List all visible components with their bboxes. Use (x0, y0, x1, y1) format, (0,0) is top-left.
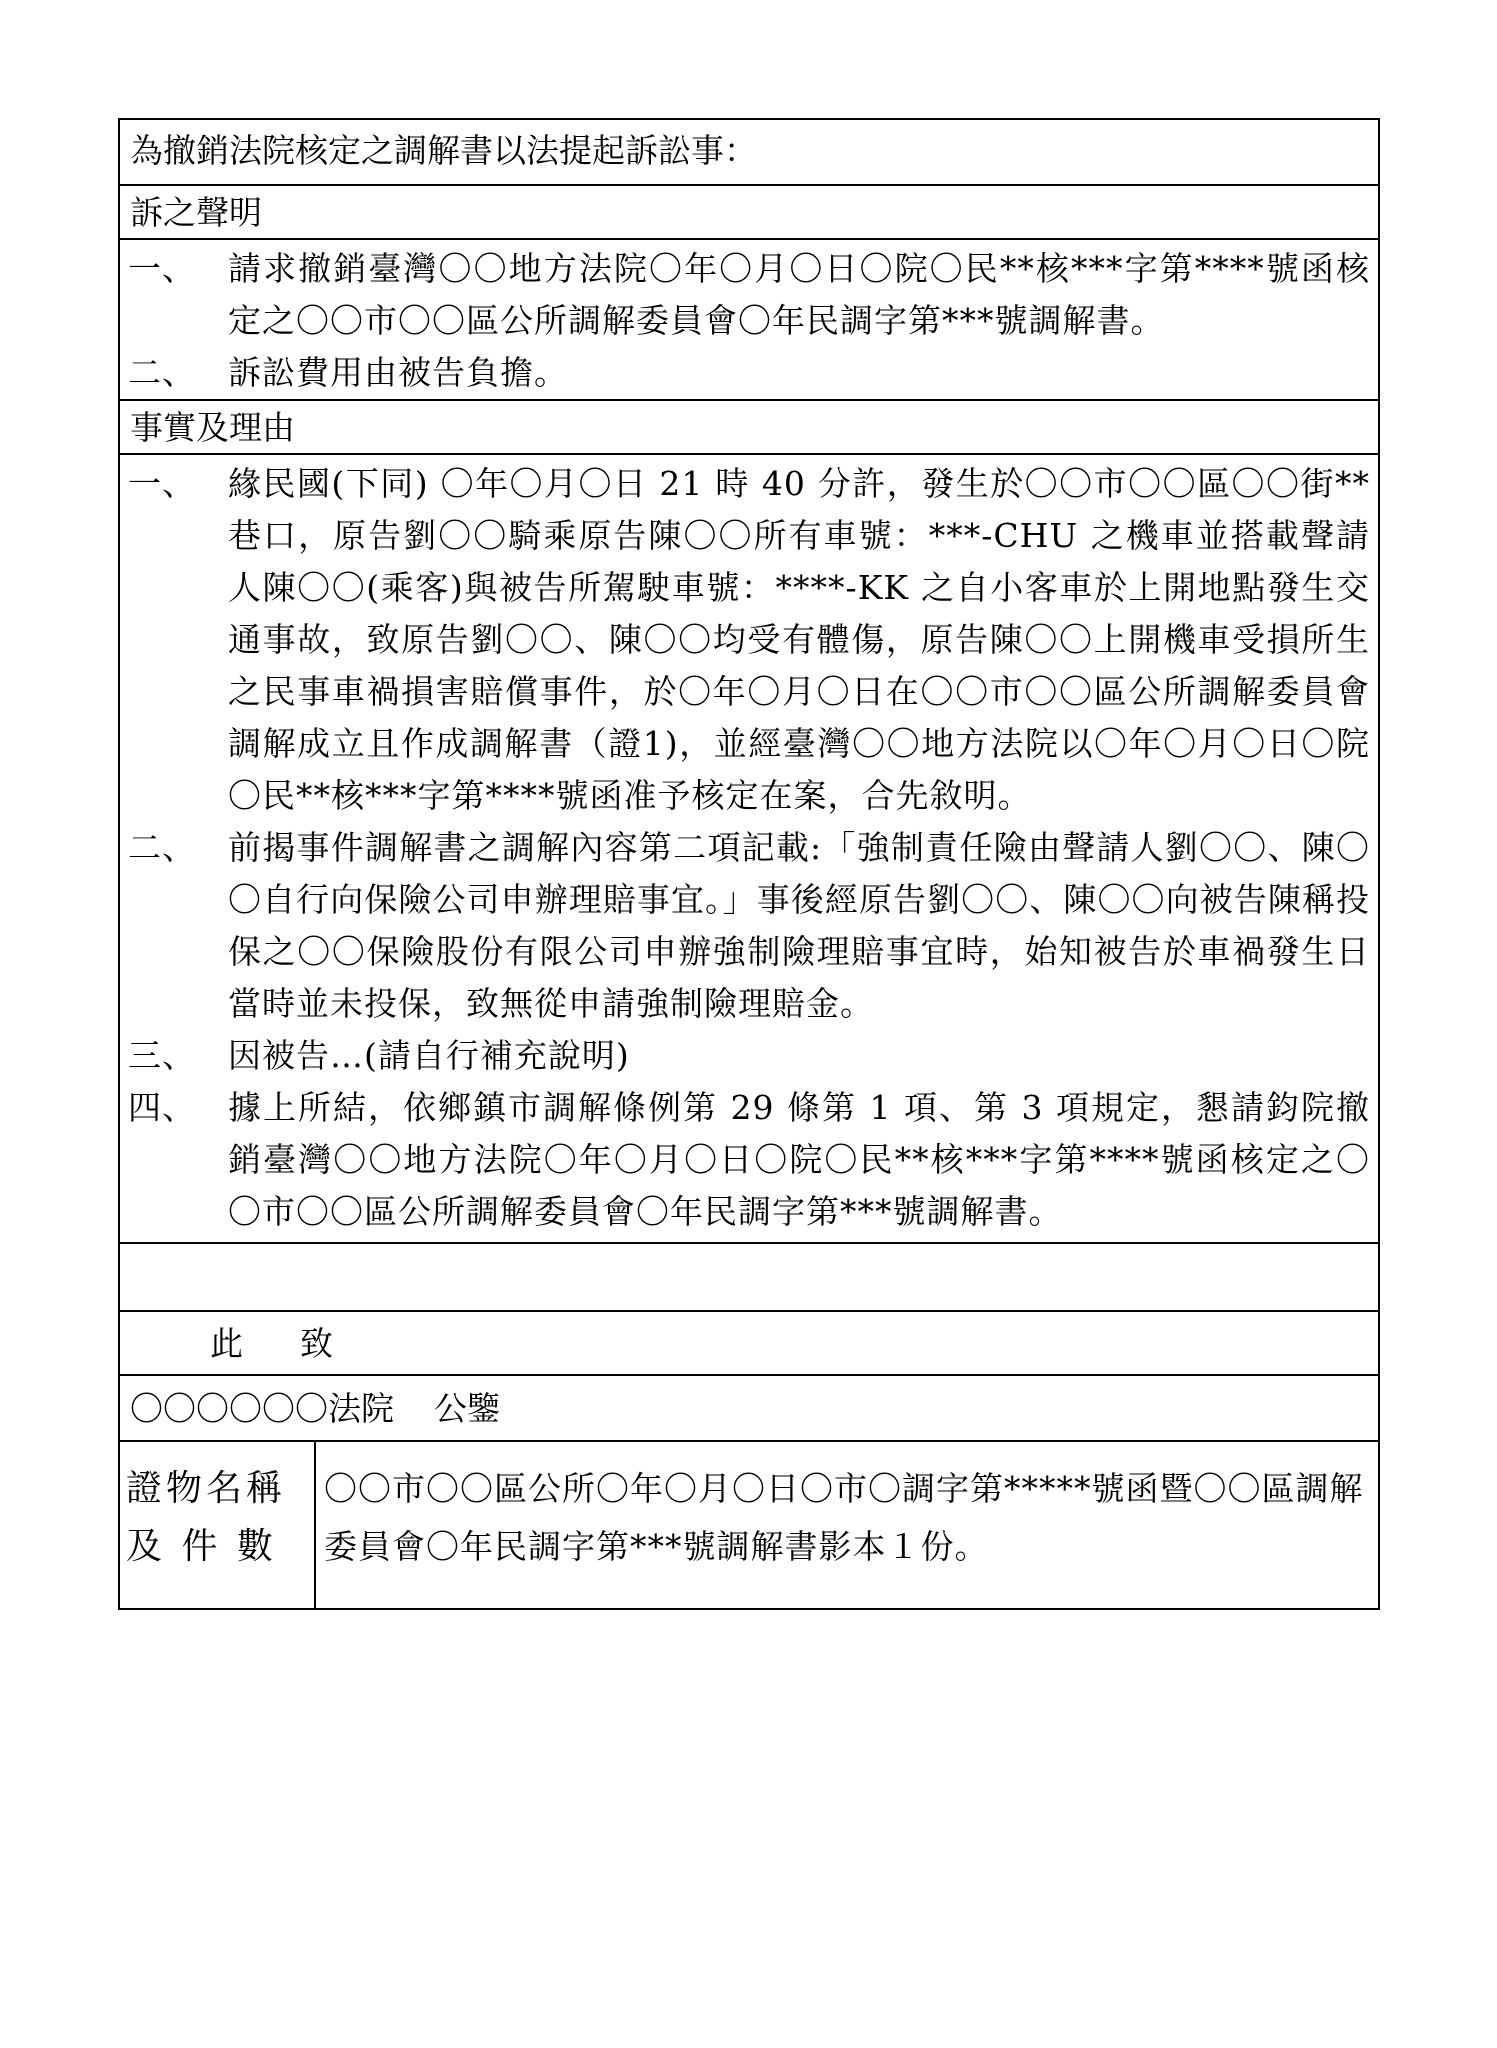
claim-text: 請求撤銷臺灣〇〇地方法院〇年〇月〇日〇院〇民**核***字第****號函核定之〇〇市〇〇區公所調解委員會〇年民調字第***號調解書。 (228, 249, 1370, 340)
court-suffix: 公鑒 (434, 1389, 500, 1428)
facts-heading: 事實及理由 (120, 401, 1378, 455)
salutation-ci: 此 (210, 1324, 243, 1363)
fact-item (128, 1082, 1370, 1238)
claims-list (120, 240, 1378, 401)
fact-number: 二、 (128, 828, 196, 867)
evidence-label-line1: 證物名稱 (126, 1468, 287, 1509)
fact-text: 前揭事件調解書之調解內容第二項記載:「強制責任險由聲請人劉〇〇、陳〇〇自行向保險公司申辦理賠事宜。」事後經原告劉〇〇、陳〇〇向被告陳稱投保之〇〇保險股份有限公司申辦強制險理賠事宜時，始知被告於車禍發生日當時並未投保，致無從申請強制險理賠金。 (228, 828, 1370, 1023)
complaint-form (118, 118, 1380, 1610)
evidence-label-line2: 及 件 數 (126, 1526, 277, 1567)
claims-heading: 訴之聲明 (120, 186, 1378, 240)
claim-item (128, 347, 1370, 399)
fact-item (128, 822, 1370, 1030)
claim-number: 二、 (128, 353, 196, 392)
evidence-text: 〇〇市〇〇區公所〇年〇月〇日〇市〇調字第*****號函暨〇〇區調解委員會〇年民調字第***號調解書影本１份。 (324, 1469, 1364, 1566)
fact-item (128, 458, 1370, 822)
claim-text: 訴訟費用由被告負擔。 (228, 353, 568, 392)
claim-number: 一、 (128, 249, 196, 288)
salutation-zhi: 致 (300, 1324, 333, 1363)
claim-item (128, 243, 1370, 347)
salutation-row (120, 1312, 1378, 1376)
blank-row (120, 1244, 1378, 1312)
evidence-label (120, 1442, 316, 1608)
fact-number: 三、 (128, 1036, 196, 1075)
fact-text: 因被告…(請自行補充說明) (228, 1036, 630, 1075)
fact-text: 據上所結，依鄉鎮市調解條例第 29 條第 1 項、第 3 項規定，懇請鈞院撤銷臺灣〇〇地方法院〇年〇月〇日〇院〇民**核***字第****號函核定之〇〇市〇〇區公所調解委員會〇年民調字第***號調解書。 (228, 1088, 1370, 1231)
court-name: 〇〇〇〇〇〇法院 (130, 1389, 394, 1428)
fact-number: 四、 (128, 1088, 196, 1127)
fact-number: 一、 (128, 464, 196, 503)
court-row (120, 1376, 1378, 1442)
facts-list (120, 455, 1378, 1244)
evidence-row (120, 1442, 1378, 1608)
fact-item (128, 1030, 1370, 1082)
document-title: 為撤銷法院核定之調解書以法提起訴訟事： (120, 120, 1378, 186)
fact-text: 緣民國(下同) 〇年〇月〇日 21 時 40 分許，發生於〇〇市〇〇區〇〇街**巷口，原告劉〇〇騎乘原告陳〇〇所有車號：***-CHU 之機車並搭載聲請人陳〇〇(乘客)與被告所駕駛車號：****-KK 之自小客車於上開地點發生交通事故，致原告劉〇〇、陳〇〇均受有體傷，原告陳〇〇上開機車受損所生之民事車禍損害賠償事件，於〇年〇月〇日在〇〇市〇〇區公所調解委員會調解成立且作成調解書（證1)，並經臺灣〇〇地方法院以〇年〇月〇日〇院〇民**核***字第****號函准予核定在案，合先敘明。 (228, 464, 1370, 815)
